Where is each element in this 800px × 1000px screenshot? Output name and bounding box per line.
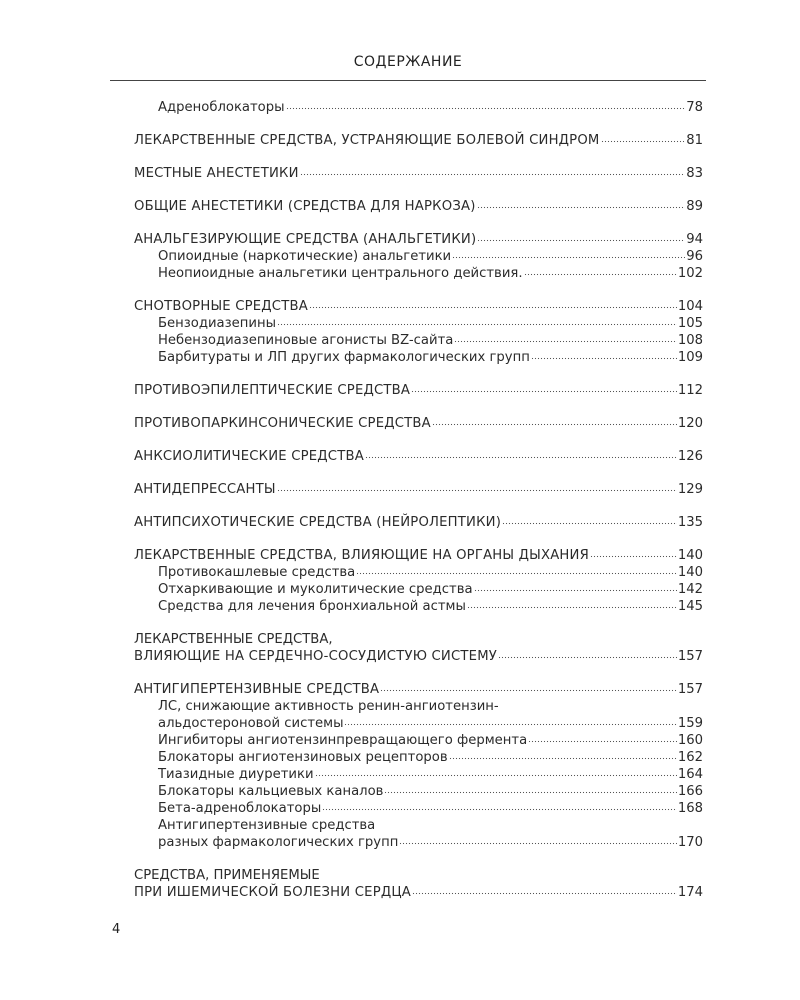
dot-leader (277, 323, 677, 326)
toc-subsection-entry[interactable] (134, 349, 703, 366)
toc-section-title-line: ЛЕКАРСТВЕННЫЕ СРЕДСТВА, (134, 632, 333, 647)
dot-leader (454, 340, 677, 343)
dot-leader (315, 774, 677, 777)
dot-leader (477, 206, 686, 209)
toc-page-number: 105 (677, 316, 703, 331)
toc-page-number: 109 (677, 350, 703, 365)
toc-entry-title: СНОТВОРНЫЕ СРЕДСТВА (134, 299, 308, 314)
toc-entry-title: Неопиоидные анальгетики центрального действия. (158, 266, 523, 281)
toc-page-number: 159 (677, 716, 703, 731)
dot-leader (502, 522, 677, 525)
toc-page-number: 96 (686, 249, 703, 264)
toc-entry-title: Бета-адреноблокаторы (158, 801, 322, 816)
toc-entry-title: Противокашлевые средства (158, 565, 356, 580)
toc-entry-title: ПРИ ИШЕМИЧЕСКОЙ БОЛЕЗНИ СЕРДЦА (134, 885, 412, 900)
dot-leader (322, 808, 677, 811)
toc-page-number: 129 (677, 482, 703, 497)
toc-section-entry[interactable] (134, 648, 703, 665)
toc-entry-title: МЕСТНЫЕ АНЕСТЕТИКИ (134, 166, 299, 181)
toc-entry-title: АНКСИОЛИТИЧЕСКИЕ СРЕДСТВА (134, 449, 364, 464)
dot-leader (309, 306, 677, 309)
toc-section-title-line: СРЕДСТВА, ПРИМЕНЯЕМЫЕ (134, 868, 320, 883)
toc-page-number: 157 (677, 682, 703, 697)
toc-entry-title: Тиазидные диуретики (158, 767, 314, 782)
toc-page-number: 142 (677, 582, 703, 597)
toc-section-entry[interactable] (134, 884, 703, 901)
toc-page-number: 81 (686, 133, 703, 148)
toc-page-number: 157 (677, 649, 703, 664)
toc-subsection-entry[interactable] (134, 800, 703, 817)
toc-section-entry[interactable] (134, 481, 703, 498)
toc-entry-title: АНАЛЬГЕЗИРУЮЩИЕ СРЕДСТВА (АНАЛЬГЕТИКИ) (134, 232, 477, 247)
toc-entry-title: Опиоидные (наркотические) анальгетики (158, 249, 452, 264)
toc-entry-title: Ингибиторы ангиотензинпревращающего фермента (158, 733, 528, 748)
toc-page-number: 160 (677, 733, 703, 748)
toc-entry-title: ПРОТИВОПАРКИНСОНИЧЕСКИЕ СРЕДСТВА (134, 416, 431, 431)
toc-page-number: 120 (677, 416, 703, 431)
toc-page-number: 126 (677, 449, 703, 464)
table-of-contents (134, 99, 703, 901)
toc-subsection-entry[interactable] (134, 598, 703, 615)
toc-subsection-entry[interactable] (134, 248, 703, 265)
dot-leader (467, 606, 677, 609)
toc-subsection-entry[interactable] (134, 265, 703, 282)
dot-leader (528, 740, 677, 743)
dot-leader (286, 107, 686, 110)
toc-entry-title: Адреноблокаторы (158, 100, 285, 115)
toc-subsection-entry[interactable] (134, 834, 703, 851)
toc-subsection-entry[interactable] (134, 581, 703, 598)
toc-page-number: 78 (686, 100, 703, 115)
dot-leader (300, 173, 686, 176)
toc-page-number: 83 (686, 166, 703, 181)
toc-entry-title: Средства для лечения бронхиальной астмы (158, 599, 466, 614)
toc-subsection-entry[interactable] (134, 766, 703, 783)
dot-leader (477, 239, 685, 242)
toc-entry-title: Отхаркивающие и муколитические средства (158, 582, 473, 597)
toc-page-number: 145 (677, 599, 703, 614)
dot-leader (498, 656, 677, 659)
toc-entry-title: ОБЩИЕ АНЕСТЕТИКИ (СРЕДСТВА ДЛЯ НАРКОЗА) (134, 199, 476, 214)
dot-leader (432, 423, 677, 426)
dot-leader (474, 589, 677, 592)
toc-page-number: 102 (677, 266, 703, 281)
dot-leader (365, 456, 677, 459)
toc-entry-title: ПРОТИВОЭПИЛЕПТИЧЕСКИЕ СРЕДСТВА (134, 383, 411, 398)
toc-page-number: 89 (686, 199, 703, 214)
toc-page-number: 140 (677, 565, 703, 580)
toc-page-number: 135 (677, 515, 703, 530)
toc-section-entry[interactable] (134, 382, 703, 399)
toc-page-number: 166 (677, 784, 703, 799)
toc-entry-title: АНТИГИПЕРТЕНЗИВНЫЕ СРЕДСТВА (134, 682, 380, 697)
toc-entry-title: АНТИДЕПРЕССАНТЫ (134, 482, 276, 497)
header-rule (110, 80, 706, 81)
dot-leader (449, 757, 677, 760)
dot-leader (590, 555, 677, 558)
dot-leader (601, 140, 686, 143)
toc-subsection-title-line: Антигипертензивные средства (158, 818, 376, 833)
toc-entry-title: Блокаторы кальциевых каналов (158, 784, 384, 799)
toc-page-number: 140 (677, 548, 703, 563)
toc-entry-title: Блокаторы ангиотензиновых рецепторов (158, 750, 448, 765)
toc-subsection-entry[interactable] (134, 332, 703, 349)
toc-section-entry[interactable] (134, 681, 703, 698)
toc-page-number: 94 (686, 232, 703, 247)
toc-page-number: 108 (677, 333, 703, 348)
toc-page-number: 170 (677, 835, 703, 850)
dot-leader (452, 256, 685, 259)
toc-entry-title: Бензодиазепины (158, 316, 276, 331)
dot-leader (380, 689, 677, 692)
dot-leader (384, 791, 676, 794)
dot-leader (524, 273, 677, 276)
dot-leader (411, 390, 677, 393)
toc-subsection-entry[interactable] (134, 732, 703, 749)
toc-entry-title: Небензодиазепиновые агонисты BZ-сайта (158, 333, 454, 348)
toc-subsection-entry[interactable] (134, 783, 703, 800)
dot-leader (399, 842, 677, 845)
dot-leader (344, 723, 676, 726)
page-number: 4 (112, 922, 121, 937)
toc-section-entry[interactable] (134, 165, 703, 182)
toc-page-number: 104 (677, 299, 703, 314)
toc-entry-title: альдостероновой системы (158, 716, 344, 731)
toc-section-entry[interactable] (134, 547, 703, 564)
toc-subsection-entry[interactable] (134, 99, 703, 116)
dot-leader (277, 489, 677, 492)
toc-page-number: 174 (677, 885, 703, 900)
toc-page-number: 164 (677, 767, 703, 782)
toc-entry-title: Барбитураты и ЛП других фармакологических групп (158, 350, 530, 365)
toc-subsection-entry[interactable] (134, 715, 703, 732)
toc-subsection-entry[interactable] (134, 564, 703, 581)
toc-page-number: 168 (677, 801, 703, 816)
toc-subsection-title-line: ЛС, снижающие активность ренин-ангиотензин- (158, 699, 499, 714)
toc-section-entry[interactable] (134, 132, 703, 149)
toc-page-number: 112 (677, 383, 703, 398)
dot-leader (412, 892, 677, 895)
toc-section-entry[interactable] (134, 198, 703, 215)
toc-entry-title: разных фармакологических групп (158, 835, 399, 850)
toc-entry-title: ЛЕКАРСТВЕННЫЕ СРЕДСТВА, ВЛИЯЮЩИЕ НА ОРГАНЫ ДЫХАНИЯ (134, 548, 589, 563)
toc-section-entry[interactable] (134, 514, 703, 531)
running-header: СОДЕРЖАНИЕ (353, 54, 463, 70)
toc-section-entry[interactable] (134, 231, 703, 248)
toc-section-entry[interactable] (134, 415, 703, 432)
toc-entry-title: ВЛИЯЮЩИЕ НА СЕРДЕЧНО-СОСУДИСТУЮ СИСТЕМУ (134, 649, 498, 664)
toc-section-entry[interactable] (134, 448, 703, 465)
toc-page-number: 162 (677, 750, 703, 765)
toc-subsection-entry[interactable] (134, 315, 703, 332)
toc-entry-title: ЛЕКАРСТВЕННЫЕ СРЕДСТВА, УСТРАНЯЮЩИЕ БОЛЕВОЙ СИНДРОМ (134, 133, 600, 148)
toc-entry-title: АНТИПСИХОТИЧЕСКИЕ СРЕДСТВА (НЕЙРОЛЕПТИКИ) (134, 515, 502, 530)
toc-subsection-entry[interactable] (134, 749, 703, 766)
toc-section-entry[interactable] (134, 298, 703, 315)
dot-leader (531, 357, 677, 360)
dot-leader (356, 572, 677, 575)
